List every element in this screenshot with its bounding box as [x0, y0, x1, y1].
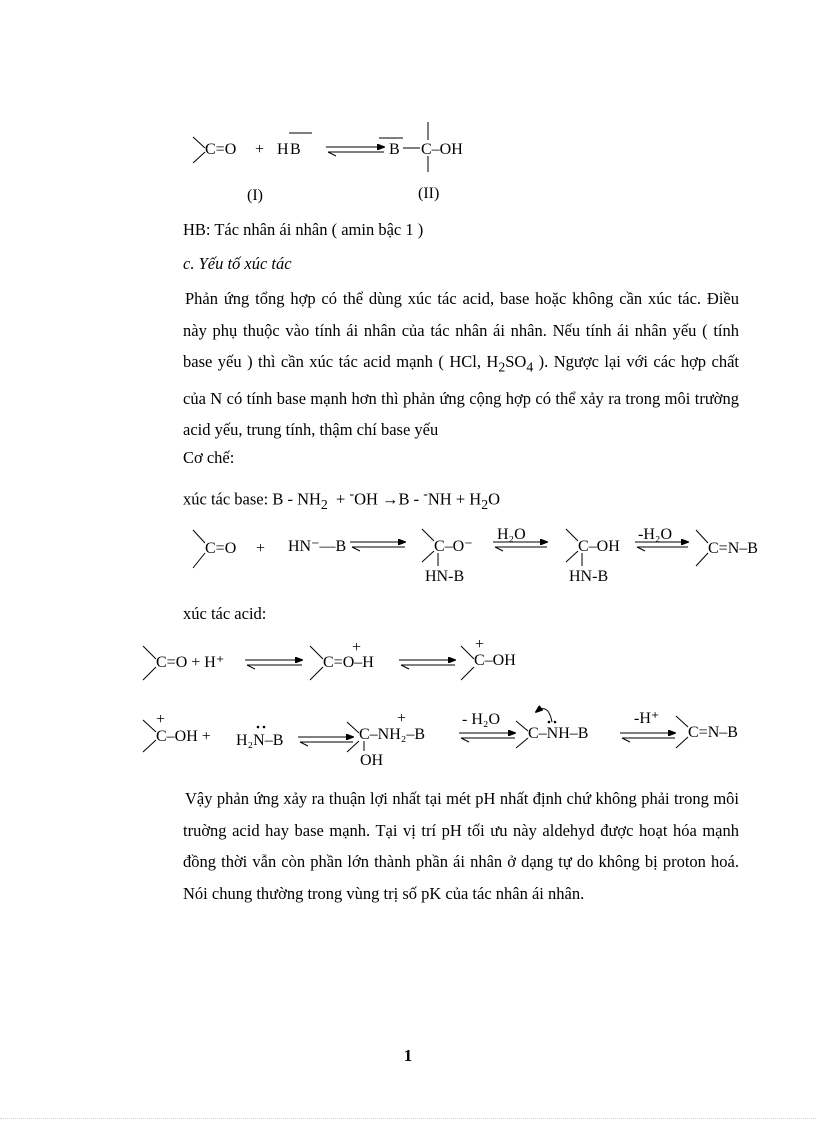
paragraph-catalysis — [183, 283, 739, 446]
s1-b: B — [290, 141, 301, 158]
s1-plus: + — [255, 141, 265, 158]
acid-label: xúc tác acid: — [183, 604, 267, 623]
base-catalysis-equation — [183, 484, 500, 515]
s1-label-ii: (II) — [418, 185, 440, 202]
page-bottom-rule — [0, 1118, 816, 1119]
s2-hn-b: HN⁻—B — [288, 538, 347, 555]
s4-ammonium: C–NH₂–B — [359, 726, 426, 743]
s4-plus-ammonium: + — [397, 710, 407, 727]
para1-part1: Phản ứng tổng hợp có thể dùng xúc tác acid, base hoặc không cần xúc tác. Điều này phụ thuộc vào tính ái nhân của tác nhân ái nhân. Nếu tính ái nhân yếu ( tính base yếu ) thì cần xúc tác acid mạnh ( HCl, H — [183, 289, 739, 371]
para1-sub2: 2 — [498, 359, 506, 375]
base-minus2: - — [423, 486, 428, 501]
s2-carbinolamine: C–OH — [578, 538, 620, 555]
s4-plus-carbocation: + — [156, 711, 166, 728]
base-minus: - — [349, 486, 355, 501]
base-sub2b: 2 — [481, 496, 489, 512]
s3-carbocation: C–OH — [474, 652, 516, 669]
base-label: xúc tác base: B - NH — [183, 489, 321, 509]
scheme-2 — [193, 526, 758, 585]
para1-so: SO — [505, 352, 527, 371]
s4-iminium: C–NH–B — [528, 725, 589, 742]
s3-plus-oxonium: + — [352, 639, 362, 656]
s3-plus-carbocation: + — [475, 636, 485, 653]
s2-plus: + — [256, 540, 266, 557]
s2-imine: C=N–B — [708, 540, 758, 557]
scheme-1 — [193, 122, 463, 204]
hb-note: HB: Tác nhân ái nhân ( amin bậc 1 ) — [183, 220, 424, 239]
para1-part2: ). Ngược lại với các hợp chất của N có tính base mạnh hơn thì phản ứng cộng hợp có thể xảy ra trong môi trường acid yếu, trung tính, thậm chí base yếu — [183, 352, 739, 440]
s1-product-b: B — [389, 141, 400, 158]
scheme-4 — [143, 709, 738, 769]
s1-label-i: (I) — [247, 187, 263, 204]
s4-amine: H₂N–B — [236, 732, 284, 749]
s3-carbonyl-h: C=O + H⁺ — [156, 654, 225, 671]
s1-carbonyl: C=O — [205, 141, 237, 158]
base-oh-arrow: OH →B - — [354, 489, 424, 509]
s2-hn-b-sub: HN-B — [425, 568, 465, 585]
base-nh-h2o: NH + H — [427, 489, 482, 509]
s2-hn-b-sub2: HN-B — [569, 568, 609, 585]
section-heading: c. Yếu tố xúc tác — [183, 254, 292, 273]
s2-alkoxide: C–O⁻ — [434, 538, 473, 555]
s4-minus-h2o: - H₂O — [462, 711, 501, 728]
s2-carbonyl: C=O — [205, 540, 237, 557]
mechanism-label: Cơ chế: — [183, 448, 235, 467]
s4-imine: C=N–B — [688, 724, 738, 741]
s2-minus-h2o: -H₂O — [638, 526, 673, 543]
s3-oxonium: C=O–H — [323, 654, 374, 671]
base-o: O — [488, 489, 500, 509]
s1-product-c-oh: C–OH — [421, 141, 463, 158]
s4-minus-h: -H⁺ — [634, 710, 660, 727]
s1-h: H — [277, 141, 289, 158]
scheme-3 — [143, 636, 516, 680]
s4-oh: OH — [360, 752, 384, 769]
para1-sub4: 4 — [526, 359, 534, 375]
base-plus: + — [327, 489, 350, 509]
page-number: 1 — [403, 1046, 413, 1065]
s4-carbocation: C–OH + — [156, 728, 211, 745]
paragraph-conclusion: Vậy phản ứng xảy ra thuận lợi nhất tại mét pH nhất định chứ không phải trong môi truờng acid hay base mạnh. Tại vị trí pH tối ưu này aldehyd được hoạt hóa mạnh đồng thời vẫn còn phần lớn thành phần ái nhân ở dạng tự do không bị proton hoá. Nói chung thường trong vùng trị số pK của tác nhân ái nhân. — [183, 789, 739, 903]
s2-h2o: H₂O — [497, 526, 526, 543]
base-sub2: 2 — [320, 496, 328, 512]
